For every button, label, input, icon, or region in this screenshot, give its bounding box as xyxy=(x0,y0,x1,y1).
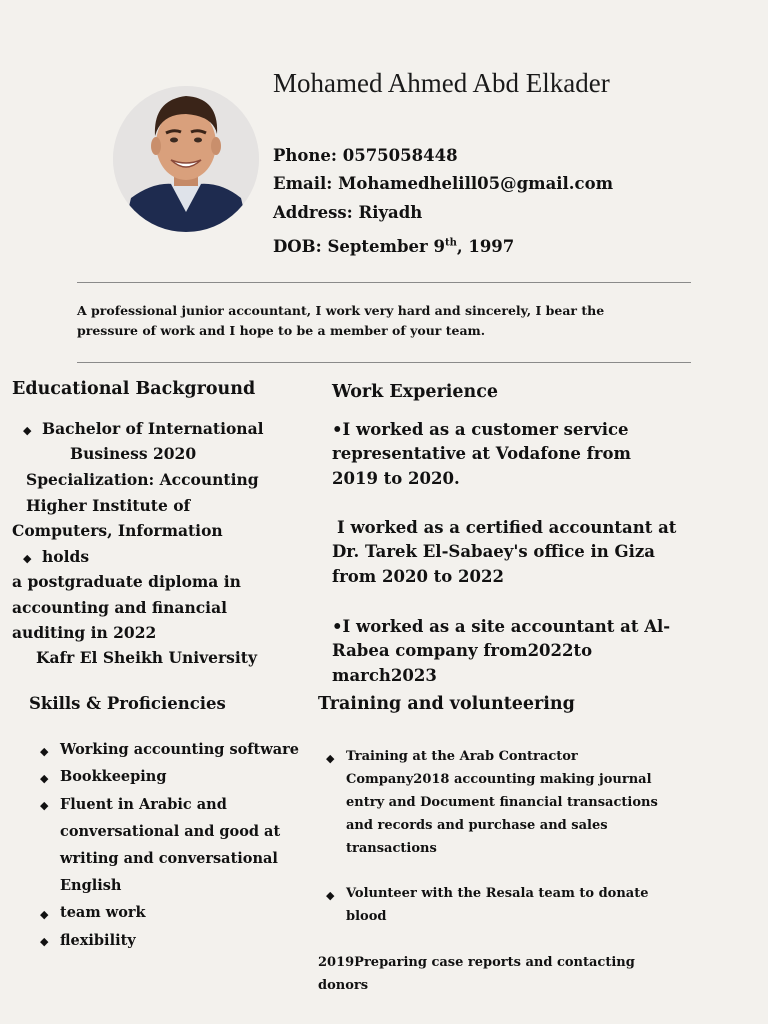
date-of-birth xyxy=(273,237,514,256)
work-line: •I worked as a customer service xyxy=(332,420,629,439)
summary xyxy=(77,301,677,341)
diamond-bullet-icon: ◆ xyxy=(23,552,32,565)
dob-prefix: DOB: September 9 xyxy=(273,237,445,256)
summary-line: A professional junior accountant, I work very hard and sincerely, I bear the xyxy=(77,303,605,318)
skill-item: Bookkeeping xyxy=(60,768,167,785)
address: Address: Riyadh xyxy=(273,203,423,222)
training-line: Training at the Arab Contractor xyxy=(346,749,578,764)
diamond-bullet-icon: ◆ xyxy=(40,772,49,785)
education-line: holds xyxy=(42,547,90,566)
training-line: blood xyxy=(346,909,387,924)
training-line: and records and purchase and sales xyxy=(346,818,608,833)
education-line: Computers, Information xyxy=(12,521,223,540)
diamond-bullet-icon: ◆ xyxy=(23,424,32,437)
training-line: 2019Preparing case reports and contacting xyxy=(318,955,635,970)
work-heading: Work Experience xyxy=(332,382,498,402)
divider-bottom xyxy=(77,362,691,363)
skill-item: conversational and good at xyxy=(60,823,281,840)
work-line: march2023 xyxy=(332,666,437,685)
phone: Phone: 0575058448 xyxy=(273,146,458,165)
skill-item: Working accounting software xyxy=(60,741,299,758)
dob-suffix: , 1997 xyxy=(456,237,515,256)
summary-line: pressure of work and I hope to be a member of your team. xyxy=(77,323,486,338)
work-line: Dr. Tarek El-Sabaey's office in Giza xyxy=(332,542,655,561)
dob-ordinal: th xyxy=(444,237,457,249)
skill-item: team work xyxy=(60,904,146,921)
divider-top xyxy=(77,282,691,283)
work-line: I worked as a certified accountant at xyxy=(337,518,677,537)
work-line: •I worked as a site accountant at Al- xyxy=(332,617,671,636)
education-line: Higher Institute of xyxy=(26,496,191,515)
work-line: representative at Vodafone from xyxy=(332,444,631,463)
skill-item: writing and conversational xyxy=(60,850,278,867)
work-line: 2019 to 2020. xyxy=(332,469,460,488)
education-line: Kafr El Sheikh University xyxy=(36,648,257,667)
candidate-name: Mohamed Ahmed Abd Elkader xyxy=(273,68,610,98)
education-line: Bachelor of International xyxy=(42,419,264,438)
work-line: from 2020 to 2022 xyxy=(332,567,504,586)
education-line: accounting and financial xyxy=(12,598,228,617)
training-line: entry and Document financial transactions xyxy=(346,795,658,810)
training-line: Company2018 accounting making journal xyxy=(346,772,652,787)
education-line: a postgraduate diploma in xyxy=(12,572,241,591)
person-photo-icon xyxy=(113,86,259,232)
skill-item: Fluent in Arabic and xyxy=(60,796,227,813)
work-line: Rabea company from2022to xyxy=(332,641,593,660)
training-line: transactions xyxy=(346,841,437,856)
email[interactable]: Email: Mohamedhelill05@gmail.com xyxy=(273,174,614,193)
diamond-bullet-icon: ◆ xyxy=(40,908,49,921)
diamond-bullet-icon: ◆ xyxy=(326,752,335,765)
diamond-bullet-icon: ◆ xyxy=(40,799,49,812)
skill-item: flexibility xyxy=(60,932,136,949)
education-line: Specialization: Accounting xyxy=(26,470,259,489)
education-heading: Educational Background xyxy=(12,379,256,399)
diamond-bullet-icon: ◆ xyxy=(40,935,49,948)
diamond-bullet-icon: ◆ xyxy=(326,889,335,902)
training-heading: Training and volunteering xyxy=(318,694,575,714)
skill-item: English xyxy=(60,877,122,894)
skills-heading: Skills & Proficiencies xyxy=(29,694,226,713)
profile-photo xyxy=(113,86,259,232)
training-line: donors xyxy=(318,978,369,993)
diamond-bullet-icon: ◆ xyxy=(40,745,49,758)
education-line: Business 2020 xyxy=(70,444,197,463)
education-line: auditing in 2022 xyxy=(12,623,157,642)
training-line: Volunteer with the Resala team to donate xyxy=(346,886,649,901)
